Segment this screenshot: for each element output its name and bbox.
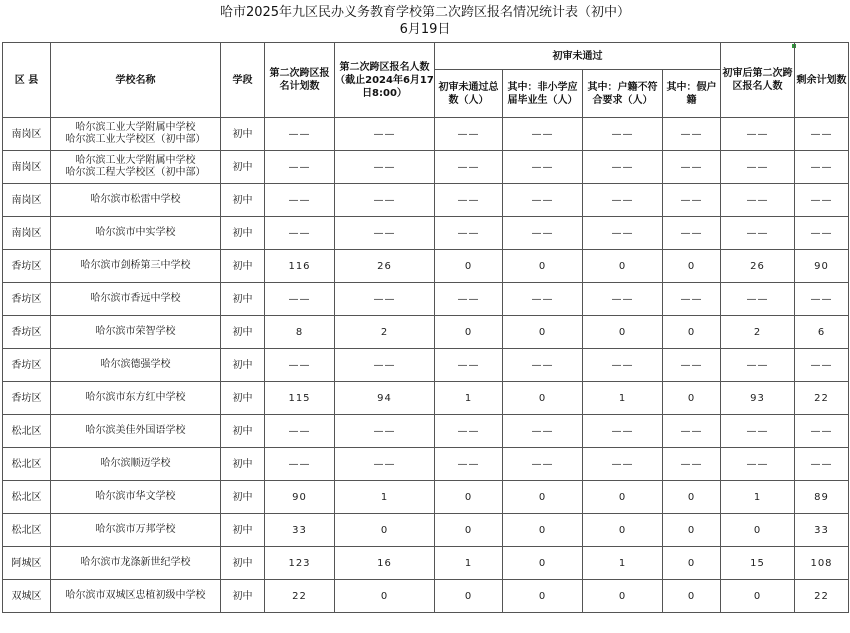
cell-failed-fake: 0 xyxy=(663,382,721,415)
cell-applicants: —— xyxy=(335,217,435,250)
cell-stage: 初中 xyxy=(221,514,265,547)
cell-failed-fake: 0 xyxy=(663,250,721,283)
cell-failed-non-grad: 0 xyxy=(503,316,583,349)
cell-failed-non-grad: —— xyxy=(503,349,583,382)
header-plan: 第二次跨区报名计划数 xyxy=(265,43,335,118)
cell-school: 哈尔滨工业大学附属中学校 哈尔滨工程大学校区（初中部） xyxy=(51,151,221,184)
cell-failed-non-grad: —— xyxy=(503,415,583,448)
cell-remaining: —— xyxy=(795,349,849,382)
cell-applicants: —— xyxy=(335,184,435,217)
cell-failed-non-grad: —— xyxy=(503,184,583,217)
cell-plan: 123 xyxy=(265,547,335,580)
cell-failed-total: 0 xyxy=(435,316,503,349)
cell-stage: 初中 xyxy=(221,118,265,151)
cell-failed-fake: —— xyxy=(663,349,721,382)
cell-school: 哈尔滨德强学校 xyxy=(51,349,221,382)
cell-school: 哈尔滨市剑桥第三中学校 xyxy=(51,250,221,283)
cell-plan: —— xyxy=(265,217,335,250)
cell-district: 香坊区 xyxy=(3,382,51,415)
cell-failed-total: —— xyxy=(435,118,503,151)
cell-after-review: —— xyxy=(721,349,795,382)
cell-district: 南岗区 xyxy=(3,184,51,217)
cell-failed-non-grad: 0 xyxy=(503,250,583,283)
cell-remaining: —— xyxy=(795,283,849,316)
cell-stage: 初中 xyxy=(221,250,265,283)
cell-applicants: 0 xyxy=(335,580,435,613)
cell-district: 阿城区 xyxy=(3,547,51,580)
cell-failed-fake: 0 xyxy=(663,580,721,613)
cell-stage: 初中 xyxy=(221,151,265,184)
cell-school: 哈尔滨市荣智学校 xyxy=(51,316,221,349)
cell-after-review: —— xyxy=(721,151,795,184)
cell-plan: 116 xyxy=(265,250,335,283)
cell-district: 香坊区 xyxy=(3,316,51,349)
table-row xyxy=(3,448,849,481)
cell-failed-fake: —— xyxy=(663,151,721,184)
cell-applicants: 1 xyxy=(335,481,435,514)
cell-failed-fake: 0 xyxy=(663,514,721,547)
cell-district: 南岗区 xyxy=(3,217,51,250)
cell-plan: —— xyxy=(265,448,335,481)
cell-plan: —— xyxy=(265,349,335,382)
cell-school: 哈尔滨工业大学附属中学校 哈尔滨工业大学校区（初中部） xyxy=(51,118,221,151)
cell-failed-hukou: —— xyxy=(583,349,663,382)
cell-failed-total: —— xyxy=(435,448,503,481)
table-row xyxy=(3,151,849,184)
cell-stage: 初中 xyxy=(221,349,265,382)
cell-applicants: —— xyxy=(335,349,435,382)
cell-failed-hukou: —— xyxy=(583,151,663,184)
cell-school: 哈尔滨市东方红中学校 xyxy=(51,382,221,415)
cell-remaining: —— xyxy=(795,448,849,481)
cell-stage: 初中 xyxy=(221,448,265,481)
cell-school: 哈尔滨顺迈学校 xyxy=(51,448,221,481)
cell-after-review: —— xyxy=(721,448,795,481)
cell-failed-total: —— xyxy=(435,283,503,316)
cell-applicants: —— xyxy=(335,283,435,316)
cell-school: 哈尔滨市松雷中学校 xyxy=(51,184,221,217)
cell-plan: 8 xyxy=(265,316,335,349)
table-row xyxy=(3,118,849,151)
cell-remaining: 108 xyxy=(795,547,849,580)
cell-after-review: 15 xyxy=(721,547,795,580)
cell-district: 南岗区 xyxy=(3,118,51,151)
table-row xyxy=(3,514,849,547)
header-applicants: 第二次跨区报名人数（截止2024年6月17日8:00） xyxy=(335,43,435,118)
title-line-1: 哈市2025年九区民办义务教育学校第二次跨区报名情况统计表（初中） xyxy=(219,5,631,20)
cell-school: 哈尔滨市华文学校 xyxy=(51,481,221,514)
header-failed-total: 初审未通过总数（人） xyxy=(435,70,503,118)
cell-district: 南岗区 xyxy=(3,151,51,184)
cell-district: 松北区 xyxy=(3,448,51,481)
cell-failed-total: —— xyxy=(435,349,503,382)
cell-district: 香坊区 xyxy=(3,250,51,283)
header-row-1 xyxy=(3,43,849,70)
header-failed-group: 初审未通过 xyxy=(435,43,721,70)
table-row xyxy=(3,283,849,316)
cell-failed-hukou: 0 xyxy=(583,514,663,547)
cell-failed-fake: 0 xyxy=(663,547,721,580)
header-failed-fake: 其中：假户籍 xyxy=(663,70,721,118)
cell-after-review: 0 xyxy=(721,580,795,613)
cell-after-review: —— xyxy=(721,118,795,151)
cell-failed-total: 0 xyxy=(435,250,503,283)
cell-failed-non-grad: 0 xyxy=(503,481,583,514)
cell-failed-hukou: 0 xyxy=(583,316,663,349)
cell-failed-hukou: 1 xyxy=(583,382,663,415)
cell-applicants: 16 xyxy=(335,547,435,580)
title-date: 6月19日 xyxy=(399,22,451,37)
cell-failed-fake: 0 xyxy=(663,316,721,349)
cell-after-review: —— xyxy=(721,184,795,217)
cell-school: 哈尔滨市双城区忠植初级中学校 xyxy=(51,580,221,613)
cell-school: 哈尔滨市香远中学校 xyxy=(51,283,221,316)
cell-applicants: —— xyxy=(335,151,435,184)
cell-stage: 初中 xyxy=(221,184,265,217)
cell-school: 哈尔滨市龙涤新世纪学校 xyxy=(51,547,221,580)
cell-failed-fake: —— xyxy=(663,184,721,217)
cell-failed-hukou: —— xyxy=(583,118,663,151)
cell-failed-total: 1 xyxy=(435,382,503,415)
cell-stage: 初中 xyxy=(221,415,265,448)
cell-plan: —— xyxy=(265,151,335,184)
header-failed-non-grad: 其中：非小学应届毕业生（人） xyxy=(503,70,583,118)
cell-stage: 初中 xyxy=(221,382,265,415)
table-row xyxy=(3,217,849,250)
cell-failed-total: —— xyxy=(435,151,503,184)
cell-applicants: 94 xyxy=(335,382,435,415)
cell-failed-hukou: 0 xyxy=(583,250,663,283)
cell-after-review: 1 xyxy=(721,481,795,514)
cell-remaining: —— xyxy=(795,217,849,250)
cell-failed-fake: —— xyxy=(663,448,721,481)
cell-district: 松北区 xyxy=(3,415,51,448)
cell-after-review: —— xyxy=(721,415,795,448)
cell-failed-fake: 0 xyxy=(663,481,721,514)
header-failed-hukou: 其中：户籍不符合要求（人） xyxy=(583,70,663,118)
cell-failed-non-grad: 0 xyxy=(503,547,583,580)
cell-failed-fake: —— xyxy=(663,283,721,316)
cell-failed-total: 0 xyxy=(435,514,503,547)
header-remaining: 剩余计划数 xyxy=(795,43,849,118)
cell-failed-hukou: 1 xyxy=(583,547,663,580)
cell-district: 香坊区 xyxy=(3,349,51,382)
cell-applicants: 2 xyxy=(335,316,435,349)
header-district: 区 县 xyxy=(3,43,51,118)
cell-plan: —— xyxy=(265,118,335,151)
table-row xyxy=(3,481,849,514)
cell-failed-non-grad: —— xyxy=(503,217,583,250)
cell-school: 哈尔滨市中实学校 xyxy=(51,217,221,250)
cell-failed-hukou: —— xyxy=(583,184,663,217)
cell-failed-fake: —— xyxy=(663,217,721,250)
cell-failed-hukou: —— xyxy=(583,448,663,481)
cell-failed-hukou: 0 xyxy=(583,481,663,514)
cell-stage: 初中 xyxy=(221,580,265,613)
cell-stage: 初中 xyxy=(221,481,265,514)
cell-failed-total: 1 xyxy=(435,547,503,580)
cell-remaining: —— xyxy=(795,184,849,217)
cell-plan: —— xyxy=(265,283,335,316)
cell-remaining: 90 xyxy=(795,250,849,283)
header-stage: 学段 xyxy=(221,43,265,118)
cell-failed-non-grad: 0 xyxy=(503,580,583,613)
cell-failed-hukou: —— xyxy=(583,217,663,250)
cell-failed-fake: —— xyxy=(663,118,721,151)
cell-failed-non-grad: —— xyxy=(503,283,583,316)
cell-district: 香坊区 xyxy=(3,283,51,316)
cell-remaining: —— xyxy=(795,415,849,448)
cell-failed-total: —— xyxy=(435,217,503,250)
cell-school: 哈尔滨市万邦学校 xyxy=(51,514,221,547)
cell-remaining: —— xyxy=(795,151,849,184)
cell-plan: —— xyxy=(265,415,335,448)
table-title xyxy=(0,0,850,42)
table-row xyxy=(3,349,849,382)
table-row xyxy=(3,547,849,580)
cell-after-review: 0 xyxy=(721,514,795,547)
cell-failed-hukou: —— xyxy=(583,415,663,448)
cell-applicants: 0 xyxy=(335,514,435,547)
enrollment-table xyxy=(2,42,849,613)
cell-remaining: 33 xyxy=(795,514,849,547)
table-row xyxy=(3,382,849,415)
cell-remaining: 22 xyxy=(795,580,849,613)
cell-remaining: 22 xyxy=(795,382,849,415)
table-body xyxy=(3,118,849,613)
cell-applicants: —— xyxy=(335,415,435,448)
cell-applicants: —— xyxy=(335,118,435,151)
cell-after-review: 2 xyxy=(721,316,795,349)
cell-failed-total: —— xyxy=(435,184,503,217)
cell-failed-hukou: —— xyxy=(583,283,663,316)
header-school: 学校名称 xyxy=(51,43,221,118)
cell-failed-non-grad: —— xyxy=(503,151,583,184)
cell-plan: 115 xyxy=(265,382,335,415)
header-after-review: 初审后第二次跨区报名人数 xyxy=(721,43,795,118)
cell-plan: 90 xyxy=(265,481,335,514)
cell-remaining: —— xyxy=(795,118,849,151)
cell-plan: —— xyxy=(265,184,335,217)
cell-failed-total: 0 xyxy=(435,580,503,613)
cell-failed-total: 0 xyxy=(435,481,503,514)
cell-failed-non-grad: 0 xyxy=(503,382,583,415)
table-row xyxy=(3,316,849,349)
cell-failed-non-grad: 0 xyxy=(503,514,583,547)
cell-stage: 初中 xyxy=(221,316,265,349)
cell-applicants: 26 xyxy=(335,250,435,283)
cell-applicants: —— xyxy=(335,448,435,481)
table-row xyxy=(3,250,849,283)
cell-after-review: —— xyxy=(721,283,795,316)
cell-stage: 初中 xyxy=(221,217,265,250)
table-row xyxy=(3,184,849,217)
cell-after-review: 93 xyxy=(721,382,795,415)
cell-failed-total: —— xyxy=(435,415,503,448)
cell-remaining: 6 xyxy=(795,316,849,349)
cell-remaining: 89 xyxy=(795,481,849,514)
table-row xyxy=(3,415,849,448)
cell-stage: 初中 xyxy=(221,283,265,316)
cell-district: 松北区 xyxy=(3,514,51,547)
cell-after-review: —— xyxy=(721,217,795,250)
cell-after-review: 26 xyxy=(721,250,795,283)
cell-failed-fake: —— xyxy=(663,415,721,448)
cell-district: 双城区 xyxy=(3,580,51,613)
cell-failed-hukou: 0 xyxy=(583,580,663,613)
cell-stage: 初中 xyxy=(221,547,265,580)
cell-district: 松北区 xyxy=(3,481,51,514)
cell-school: 哈尔滨美佳外国语学校 xyxy=(51,415,221,448)
cell-failed-non-grad: —— xyxy=(503,448,583,481)
cell-plan: 22 xyxy=(265,580,335,613)
cell-plan: 33 xyxy=(265,514,335,547)
cell-failed-non-grad: —— xyxy=(503,118,583,151)
table-row xyxy=(3,580,849,613)
